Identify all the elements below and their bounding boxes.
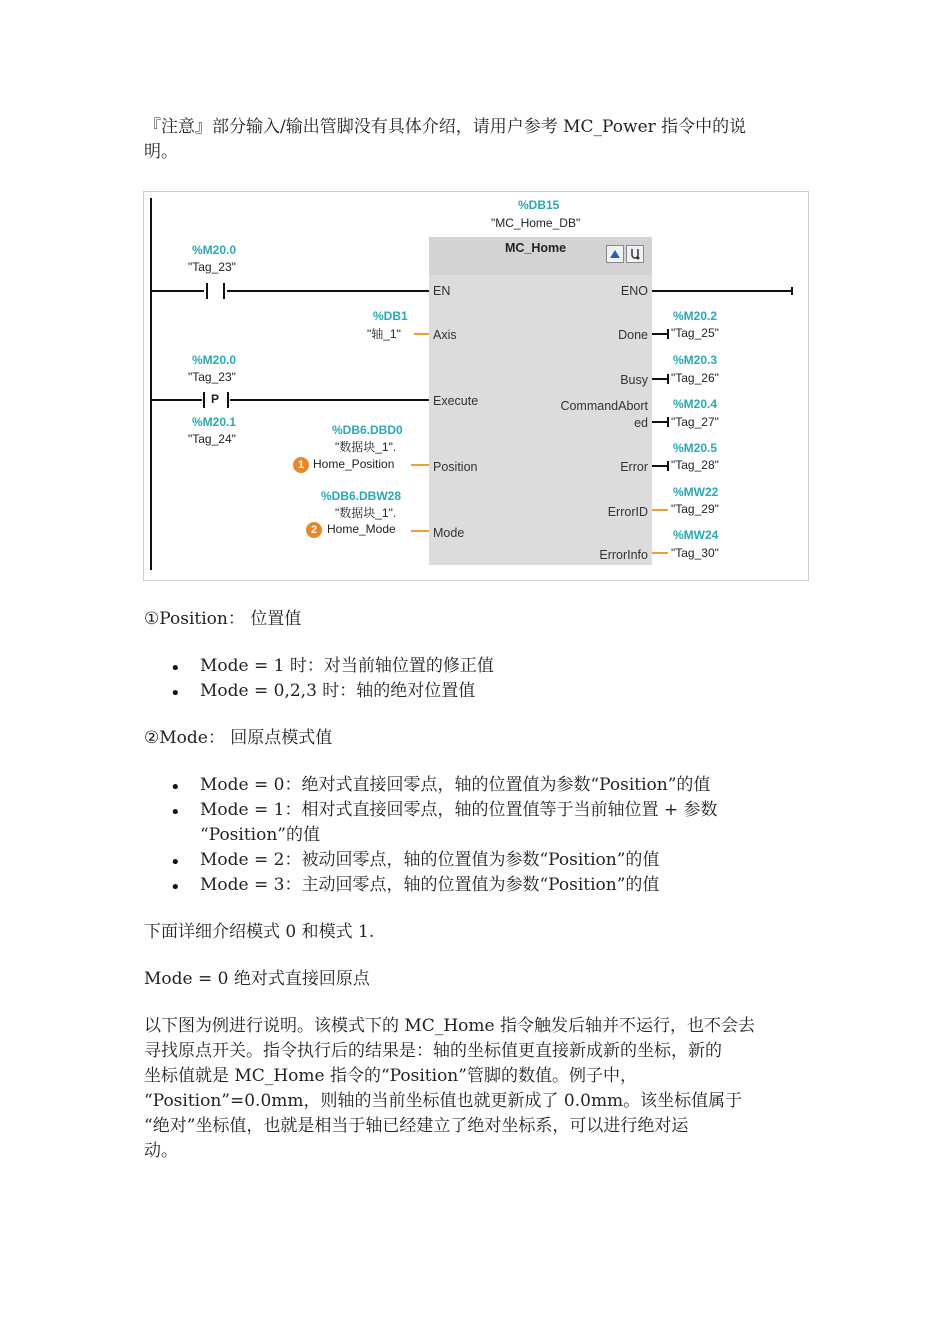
errorinfo-address: %MW24 — [673, 528, 719, 542]
body-line: “Position”=0.0mm，则轴的当前坐标值也就更新成了 0.0mm。该坐标值属于 — [144, 1091, 743, 1111]
mode-heading: ②Mode： 回原点模式值 — [144, 728, 333, 748]
diagnostics-icon — [626, 245, 644, 263]
db-address: %DB15 — [518, 198, 560, 212]
mode-tag-2: Home_Mode — [327, 522, 396, 536]
mode-tag-1: "数据块_1". — [335, 506, 397, 520]
pin-mode: Mode — [433, 526, 465, 540]
intro-line-1: 『注意』部分输入/输出管脚没有具体介绍，请用户参考 MC_Power 指令中的说 — [144, 117, 747, 137]
db-name: "MC_Home_DB" — [491, 216, 581, 230]
pin-error: Error — [620, 460, 648, 474]
mode-item: • Mode = 2：被动回零点，轴的位置值为参数“Position”的值 — [200, 848, 800, 873]
axis-tag: "轴_1" — [367, 327, 401, 341]
block-icon — [606, 245, 624, 263]
position-item: • Mode = 0,2,3 时：轴的绝对位置值 — [200, 679, 800, 704]
block-title: MC_Home — [505, 241, 567, 255]
mc-home-ladder-figure — [143, 191, 809, 581]
error-tag: "Tag_28" — [671, 458, 719, 472]
pin-command-abort-ed: ed — [634, 416, 648, 430]
contact3-tag: "Tag_24" — [188, 432, 236, 446]
body-line: 寻找原点开关。指令执行后的结果是：轴的坐标值更直接新成新的坐标，新的 — [144, 1041, 722, 1061]
pin-eno: ENO — [620, 284, 648, 298]
contact3-address: %M20.1 — [192, 415, 237, 429]
body-line: 坐标值就是 MC_Home 指令的“Position”管脚的数值。例子中， — [144, 1066, 637, 1086]
badge-2: 2 — [306, 522, 322, 538]
pin-execute: Execute — [433, 394, 479, 408]
mode-item: • Mode = 3：主动回零点，轴的位置值为参数“Position”的值 — [200, 873, 800, 898]
pin-en: EN — [433, 284, 451, 298]
body-line: 动。 — [144, 1141, 178, 1161]
done-tag: "Tag_25" — [671, 326, 719, 340]
position-address: %DB6.DBD0 — [332, 423, 403, 437]
intro-note — [144, 115, 804, 165]
pin-done: Done — [618, 328, 648, 342]
position-tag-2: Home_Position — [313, 457, 395, 471]
errorid-tag: "Tag_29" — [671, 502, 719, 516]
contact2-address: %M20.0 — [192, 353, 237, 367]
contact1-tag: "Tag_23" — [188, 260, 236, 274]
body-paragraph — [144, 1014, 804, 1164]
pin-axis: Axis — [433, 328, 457, 342]
abort-tag: "Tag_27" — [671, 415, 719, 429]
pin-command-abort: CommandAbort — [560, 399, 648, 413]
position-item: • Mode = 1 时：对当前轴位置的修正值 — [200, 654, 800, 679]
abort-address: %M20.4 — [673, 397, 718, 411]
pin-position: Position — [433, 460, 478, 474]
mode-address: %DB6.DBW28 — [321, 489, 402, 503]
pin-busy: Busy — [620, 373, 648, 387]
errorinfo-tag: "Tag_30" — [671, 546, 719, 560]
detail-line: 下面详细介绍模式 0 和模式 1. — [144, 922, 375, 942]
body-line: 以下图为例进行说明。该模式下的 MC_Home 指令触发后轴并不运行，也不会去 — [144, 1016, 755, 1036]
pin-errorid: ErrorID — [607, 505, 648, 519]
position-tag-1: "数据块_1". — [335, 440, 397, 454]
body-line: “绝对”坐标值，也就是相当于轴已经建立了绝对坐标系，可以进行绝对运 — [144, 1116, 689, 1136]
contact1-address: %M20.0 — [192, 243, 237, 257]
p-contact-label: P — [211, 392, 220, 406]
pin-errorinfo: ErrorInfo — [599, 548, 648, 562]
mode-item: • Mode = 0：绝对式直接回零点，轴的位置值为参数“Position”的值 — [200, 773, 800, 798]
position-heading: ①Position： 位置值 — [144, 609, 302, 629]
busy-address: %M20.3 — [673, 353, 718, 367]
errorid-address: %MW22 — [673, 485, 719, 499]
mode-item: • Mode = 1：相对式直接回零点，轴的位置值等于当前轴位置 + 参数 — [200, 798, 800, 823]
error-address: %M20.5 — [673, 441, 718, 455]
busy-tag: "Tag_26" — [671, 371, 719, 385]
axis-address: %DB1 — [373, 309, 408, 323]
badge-1: 1 — [293, 457, 309, 473]
done-address: %M20.2 — [673, 309, 718, 323]
mode0-heading: Mode = 0 绝对式直接回原点 — [144, 969, 370, 989]
intro-line-2: 明。 — [144, 142, 178, 162]
contact2-tag: "Tag_23" — [188, 370, 236, 384]
mode-item-continuation: “Position”的值 — [200, 825, 320, 845]
